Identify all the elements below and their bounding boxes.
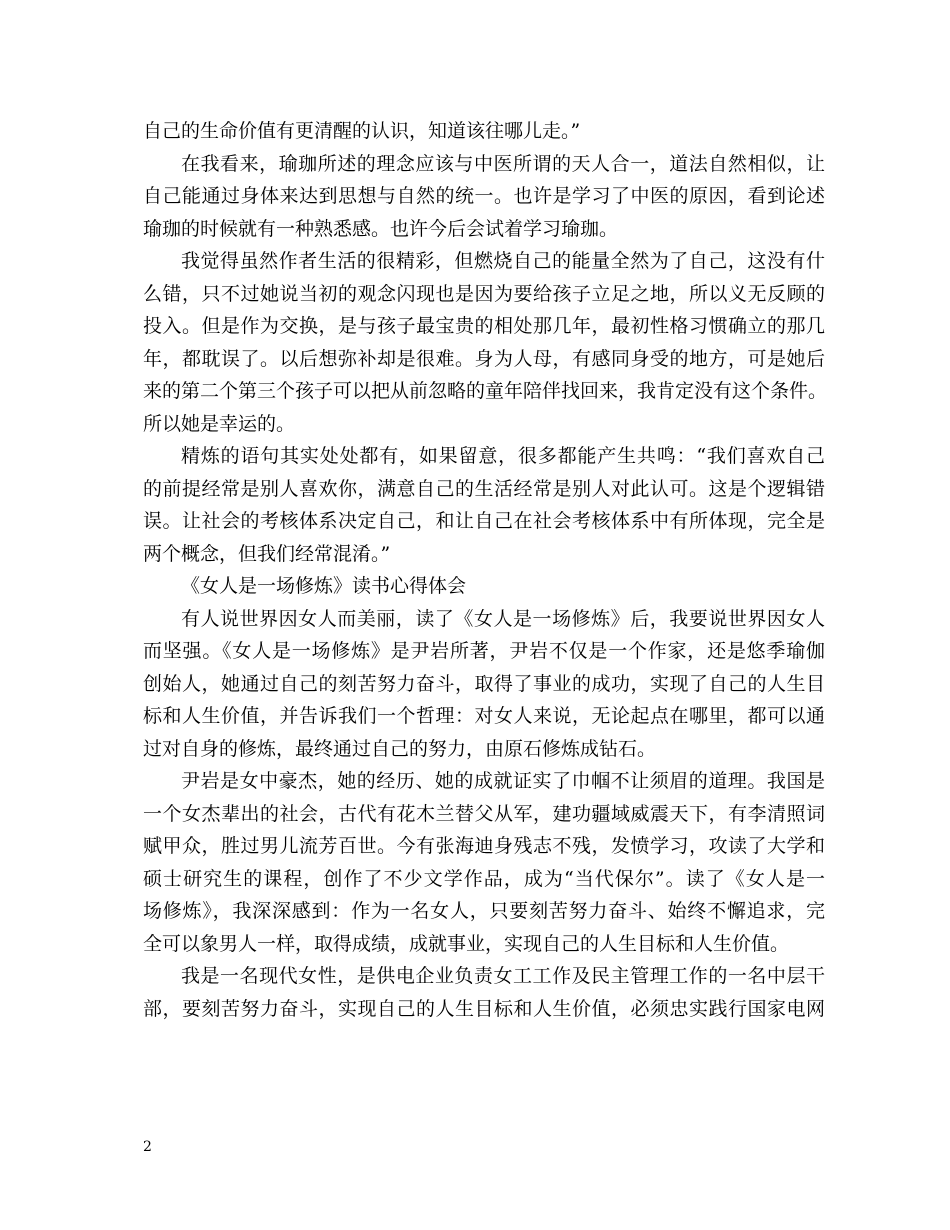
- text-line: 年，都耽误了。以后想弥补却是很难。身为人母，有感同身受的地方，可是她后: [143, 347, 825, 370]
- text-line: 自己能通过身体来达到思想与自然的统一。也许是学习了中医的原因，看到论述: [143, 185, 825, 207]
- text-line: 所以她是幸运的。: [143, 412, 296, 435]
- text-line: 来的第二个第三个孩子可以把从前忽略的童年陪伴找回来，我肯定没有这个条件。: [143, 380, 828, 402]
- text-line: 硕士研究生的课程，创作了不少文学作品，成为“当代保尔”。读了《女人是一: [143, 867, 825, 890]
- text-line: 瑜珈的时候就有一种熟悉感。也许今后会试着学习瑜珈。: [143, 217, 619, 240]
- text-line: 投入。但是作为交换，是与孩子最宝贵的相处那几年，最初性格习惯确立的那几: [143, 315, 825, 337]
- text-line: 赋甲众，胜过男儿流芳百世。今有张海迪身残志不残，发愤学习，攻读了大学和: [143, 835, 825, 857]
- text-line: 创始人，她通过自己的刻苦努力奋斗，取得了事业的成功，实现了自己的人生目: [143, 672, 825, 695]
- text-line: 场修炼》，我深深感到：作为一名女人，只要刻苦努力奋斗、始终不懈追求，完: [143, 900, 825, 922]
- text-line: 的前提经常是别人喜欢你，满意自己的生活经常是别人对此认可。这是个逻辑错: [143, 477, 825, 500]
- text-line: 尹岩是女中豪杰，她的经历、她的成就证实了巾帼不让须眉的道理。我国是: [181, 770, 825, 792]
- text-line: 误。让社会的考核体系决定自己，和让自己在社会考核体系中有所体现，完全是: [143, 510, 825, 532]
- text-line: 标和人生价值，并告诉我们一个哲理：对女人来说，无论起点在哪里，都可以通: [143, 705, 825, 727]
- text-line: 精炼的语句其实处处都有，如果留意，很多都能产生共鸣：“我们喜欢自己: [181, 445, 825, 467]
- text-line: 全可以象男人一样，取得成绩，成就事业，实现自己的人生目标和人生价值。: [143, 932, 790, 955]
- text-line: 部，要刻苦努力奋斗，实现自己的人生目标和人生价值，必须忠实践行国家电网: [143, 997, 825, 1020]
- text-line: 一个女杰辈出的社会，古代有花木兰替父从军，建功疆域威震天下，有李清照词: [143, 802, 825, 825]
- text-line: 两个概念，但我们经常混淆。”: [143, 542, 391, 565]
- page-number: 2: [143, 1139, 152, 1155]
- document-body: [143, 115, 828, 1025]
- text-line: 么错，只不过她说当初的观念闪现也是因为要给孩子立足之地，所以义无反顾的: [143, 282, 825, 305]
- text-line: 我觉得虽然作者生活的很精彩，但燃烧自己的能量全然为了自己，这没有什: [181, 250, 825, 272]
- text-line: 我是一名现代女性，是供电企业负责女工工作及民主管理工作的一名中层干: [181, 965, 825, 987]
- text-line: 而坚强。《女人是一场修炼》是尹岩所著，尹岩不仅是一个作家，还是悠季瑜伽: [143, 640, 825, 662]
- text-line: 有人说世界因女人而美丽，读了《女人是一场修炼》后，我要说世界因女人: [181, 607, 825, 630]
- text-line: 过对自身的修炼，最终通过自己的努力，由原石修炼成钻石。: [143, 737, 657, 760]
- text-line: 《女人是一场修炼》读书心得体会: [181, 575, 467, 597]
- text-line: 自己的生命价值有更清醒的认识，知道该往哪儿走。”: [143, 120, 581, 142]
- text-line: 在我看来，瑜珈所述的理念应该与中医所谓的天人合一，道法自然相似，让: [181, 152, 825, 175]
